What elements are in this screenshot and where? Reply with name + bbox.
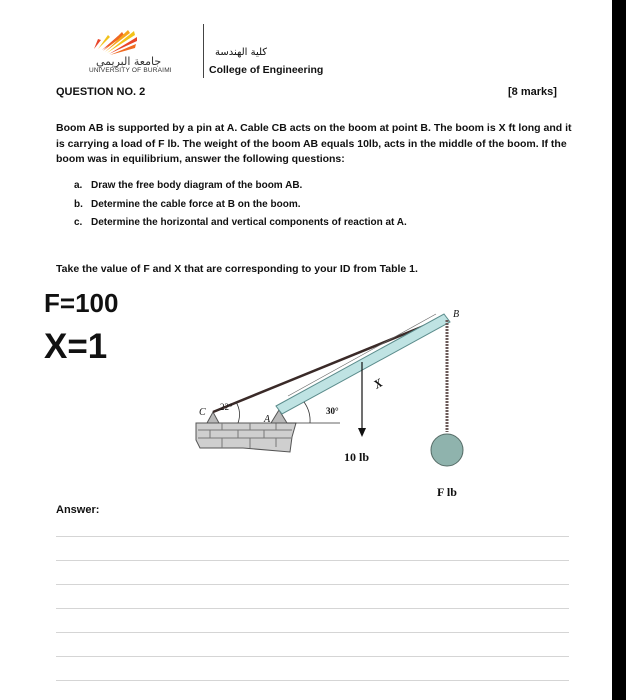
- cable-cb: [213, 317, 446, 412]
- answer-line[interactable]: [56, 632, 569, 633]
- label-c: C: [199, 407, 206, 418]
- angle-cable-label: 22°: [220, 402, 233, 412]
- pin-support-c: [207, 412, 219, 423]
- dimension-label-x: X: [371, 375, 386, 392]
- question-paragraph: Boom AB is supported by a pin at A. Cable CB acts on the boom at point B. The boom is X ft long and it is carrying a load of F lb. The weight of the boom AB equals 10lb, acts in the middle of the boom. If the boom was in equilibrium, answer the following questions:: [56, 122, 572, 165]
- x-value: X=1: [44, 327, 108, 366]
- university-name-english: UNIVERSITY OF BURAIMI: [89, 67, 172, 74]
- answer-line[interactable]: [56, 608, 569, 609]
- college-name-arabic: كلية الهندسة: [215, 47, 268, 58]
- label-a: A: [264, 414, 271, 425]
- answer-line[interactable]: [56, 656, 569, 657]
- answer-label: Answer:: [56, 504, 100, 516]
- angle-boom-label: 30°: [326, 406, 339, 416]
- answer-line[interactable]: [56, 536, 569, 537]
- angle-arc-boom: [304, 402, 310, 423]
- list-item-text: Determine the horizontal and vertical components of reaction at A.: [91, 217, 407, 228]
- angle-arc-cable: [236, 402, 239, 423]
- weight-label: 10 lb: [344, 450, 370, 464]
- university-name-arabic: جامعة البريمي: [96, 55, 162, 68]
- label-b: B: [453, 309, 460, 320]
- answer-line[interactable]: [56, 680, 569, 681]
- list-item-letter: b.: [74, 198, 83, 210]
- brick-wall: [196, 423, 296, 452]
- load-label: F lb: [437, 485, 457, 499]
- answer-line[interactable]: [56, 584, 569, 585]
- f-value: F=100: [44, 288, 119, 318]
- question-title: QUESTION NO. 2: [56, 86, 146, 98]
- question-marks: [8 marks]: [508, 86, 557, 98]
- boom-ab: [276, 314, 450, 414]
- list-item-letter: c.: [74, 217, 83, 228]
- list-item-letter: a.: [74, 180, 83, 191]
- answer-line[interactable]: [56, 560, 569, 561]
- boom-weight-arrow: [358, 362, 366, 437]
- load-weight: [431, 434, 463, 466]
- list-item-text: Draw the free body diagram of the boom AB.: [91, 180, 303, 191]
- college-name-english: College of Engineering: [209, 64, 324, 76]
- instruction-text: Take the value of F and X that are corresponding to your ID from Table 1.: [56, 263, 418, 275]
- list-item-text: Determine the cable force at B on the boom.: [91, 198, 301, 210]
